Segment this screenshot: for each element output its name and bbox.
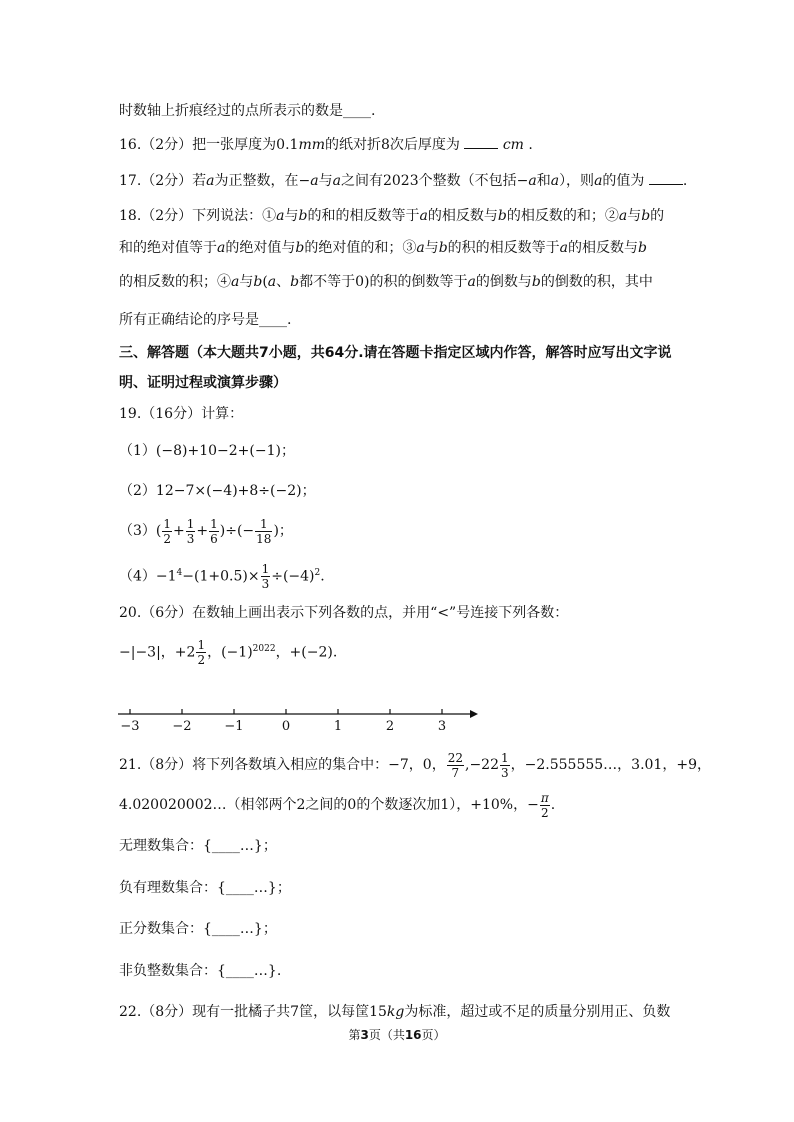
number-line-tick-label: 0 [281, 719, 291, 734]
non-negative-integer-set: 非负整数集合：{____…}. [119, 963, 282, 979]
number-line-tick-label: 1 [333, 719, 343, 734]
answer-blank [649, 170, 683, 185]
number-line-tick-label: 2 [385, 719, 395, 734]
number-line-arrow [470, 710, 478, 718]
question-20-numbers: −|−3|，+2 $\frac{1}{2}$ ，$(-1)^{2022}$，+(−2). [119, 638, 338, 668]
question-21: 21.（8分）将下列各数填入相应的集合中：−7，0， $\frac{22}{7}$ ,−22 $\frac{1}{3}$ ，−2.555555…，3.01，+9， [119, 750, 711, 780]
question-20: 20.（6分）在数轴上画出表示下列各数的点，并用“<”号连接下列各数： [119, 605, 569, 621]
answer-blank [464, 134, 498, 149]
continued-question-text: 时数轴上折痕经过的点所表示的数是____. [119, 103, 376, 119]
question-19-part1: （1）(−8)+10−2+(−1)； [119, 443, 295, 459]
number-line [110, 700, 490, 740]
question-19-part2: （2）12−7×(−4)+8÷(−2)； [119, 483, 316, 499]
question-16: 16.（2分）把一张厚度为0.1mm的纸对折8次后厚度为 cm . [119, 134, 533, 155]
number-line-tick-label: −3 [120, 719, 140, 734]
page-footer: 第3页（共16页） [348, 1028, 446, 1042]
irrational-set: 无理数集合：{____…}； [119, 838, 277, 854]
question-18-line4: 所有正确结论的序号是____. [119, 312, 292, 328]
question-18-line2: 和的绝对值等于a的绝对值与b的绝对值的和；③a与b的积的相反数等于a的相反数与b [119, 240, 647, 256]
question-19-part4: $(4)-1^4-(1+0.5)\times$ $\frac{1}{3}$ $\div(-4)^2$. [119, 562, 325, 592]
number-line-tick-label: 3 [437, 719, 447, 734]
question-18-line1: 18.（2分）下列说法：①a与b的和的相反数等于a的相反数与b的相反数的和；②a与b的 [119, 208, 665, 224]
number-line-tick-label: −2 [172, 719, 192, 734]
question-21-line2: 4.020020002…（相邻两个2之间的0的个数逐次加1），+10%，− $\frac{\pi}{2}$ . [119, 790, 556, 820]
question-19: 19.（16分）计算： [119, 406, 244, 422]
question-19-part3: （3）( $\frac{1}{2}$ + $\frac{1}{3}$ + $\frac{1}{6}$ )÷(− $\frac{1}{18}$ )； [119, 516, 293, 546]
question-18-line3: 的相反数的积；④a与b(a、b都不等于0)的积的倒数等于a的倒数与b的倒数的积，其中 [119, 274, 653, 290]
section-heading-cont: 明、证明过程或演算步骤） [119, 375, 287, 391]
number-line-tick-label: −1 [224, 719, 244, 734]
question-17: 17.（2分）若a为正整数，在−a与a之间有2023个整数（不包括−a和a），则a的值为 . [119, 170, 687, 191]
section-heading: 三、解答题（本大题共7小题，共64分.请在答题卡指定区域内作答，解答时应写出文字说 [119, 345, 672, 361]
negative-rational-set: 负有理数集合：{____…}； [119, 880, 291, 896]
question-22: 22.（8分）现有一批橘子共7筐，以每筐15kg为标准，超过或不足的质量分别用正、负数 [119, 1004, 671, 1020]
positive-fraction-set: 正分数集合：{____…}； [119, 921, 277, 937]
